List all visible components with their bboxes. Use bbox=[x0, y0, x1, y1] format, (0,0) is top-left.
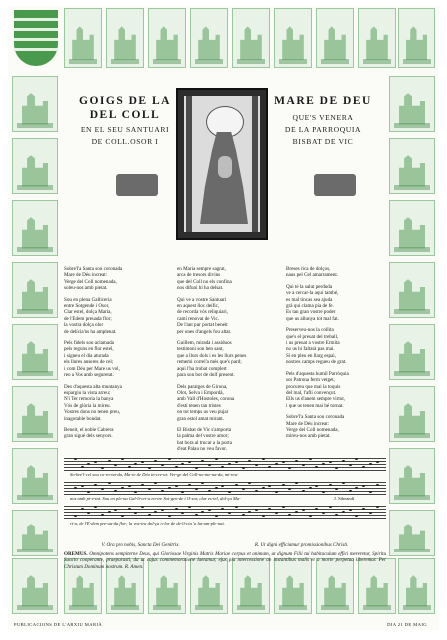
note-head bbox=[329, 484, 332, 486]
note-head bbox=[108, 460, 111, 462]
vignette-castle bbox=[232, 8, 270, 68]
note-head bbox=[128, 466, 131, 468]
stanza: Beneit, el noble Cabrera gran sigué dels senyors. bbox=[64, 426, 114, 440]
border-right bbox=[387, 72, 435, 558]
response: R. Ut digni efficiamur promissionibus Christi. bbox=[254, 542, 349, 548]
coat-of-arms bbox=[14, 10, 58, 66]
title-right bbox=[262, 94, 384, 148]
vignette-village bbox=[389, 324, 435, 380]
note-head bbox=[295, 460, 298, 462]
subtitle-line: DE LA PARROQUIA bbox=[284, 125, 362, 134]
note-head bbox=[168, 487, 171, 489]
note-head bbox=[315, 508, 318, 510]
note-head bbox=[74, 487, 77, 489]
stanza: en Maria sempre sagrat, arca de tresors divins que del Coll no els confina nos difuni hi ha delsat. bbox=[177, 266, 232, 292]
column-left bbox=[186, 96, 192, 232]
subtitle-line: EN EL SEU SANTUARI bbox=[80, 125, 170, 134]
vignette-village bbox=[316, 8, 354, 68]
prayer-block bbox=[64, 542, 386, 570]
vignette-church bbox=[389, 76, 435, 132]
title-line: DEL COLL bbox=[89, 109, 161, 121]
stanza: Preserveu-nos la collita que's el preuat del treball, i us preuat a vostre Ermita no us hi faltarà pas mai. Si en pleu en llarg espai, nostres camps regueu de grat. bbox=[286, 327, 347, 366]
vignette-hermitage bbox=[274, 8, 312, 68]
vignette-chapel bbox=[389, 200, 435, 256]
border-left bbox=[12, 72, 60, 558]
virgin-image bbox=[176, 88, 268, 240]
note-head bbox=[295, 511, 298, 513]
verses-column-1 bbox=[64, 266, 168, 445]
publisher: PUBLICACIONS DE L'ARXIU MARIÀ bbox=[14, 622, 103, 627]
verses-column-3 bbox=[286, 266, 386, 445]
vignette-church bbox=[12, 76, 58, 132]
stanza: Des d'aquesta alta muntanya espargiu la vista arreu; N'i Ter remoria la banya Vós de glòria la mireu. Vostres dons no tenen preu, inagotable bondat. bbox=[64, 383, 122, 422]
note-head bbox=[255, 490, 258, 492]
note-head bbox=[215, 487, 218, 489]
note-head bbox=[208, 490, 211, 492]
music-score bbox=[64, 452, 386, 538]
music-staff bbox=[64, 506, 386, 519]
lyric-line: So-bre'l-cel sou co-ro-na-da, Ma-re de Déu in-cre-at: Ver-ge del Coll-no-me-na-da, mi-reu- bbox=[70, 472, 239, 477]
composer: J. Sibeandí bbox=[334, 496, 355, 501]
column-right bbox=[252, 96, 258, 232]
note-head bbox=[369, 463, 372, 465]
vignette-hermitage bbox=[12, 448, 58, 504]
virgin-figure bbox=[200, 132, 248, 224]
note-head bbox=[342, 460, 345, 462]
vignette-tower bbox=[389, 138, 435, 194]
note-head bbox=[309, 487, 312, 489]
note-head bbox=[248, 511, 251, 513]
note-head bbox=[81, 466, 84, 468]
stanza: Qui ve a vostre Santuari en aquest lloc deífic, de recorda vós reliquiari, camí renovat de Vic. De l'ant pur portat beneit per ones d'angels fou altat. bbox=[177, 296, 232, 335]
note-head bbox=[148, 514, 151, 516]
note-head bbox=[282, 484, 285, 486]
versicle: V. Ora pro nobis, Sancta Dei Genitrix. bbox=[101, 542, 180, 548]
vignette-village bbox=[12, 324, 58, 380]
border-top bbox=[12, 8, 435, 72]
oremus-text: Omnipotens sempiterne Deus, qui Gloriosae Virginis Matris Mariae corpus et animam, ut dignum Filii tui habitaculum effici mereretur, Spiritu Sancto cooperante, praeparasti, da ut cujus commemoratione laetamur, ejus pia intercessione ab instantibus malis et a morte perpetua liberemur. Per Christum Dominum nostrum. R. Amen. bbox=[64, 550, 386, 570]
vignette-sanctuary bbox=[389, 262, 435, 318]
vignette-sanctuary bbox=[12, 262, 58, 318]
stanza: Breses rica de dolços, naus pel Cel amarrament. bbox=[286, 266, 339, 279]
note-head bbox=[188, 484, 191, 486]
note-head bbox=[161, 490, 164, 492]
lyric-line: ri-a, de l'E-dem pre-ua-da flor; la vos-tra dol-ça o-lor de de-lí-cia 'n ha-am-ple-nat. bbox=[70, 521, 225, 526]
vignette-chapel bbox=[12, 200, 58, 256]
music-staff bbox=[64, 458, 386, 471]
stanza: El Bisbat de Vic s'amporta la palma del vostre amor; bat hora al trucar a la porta d'eat Palau no veu favor. bbox=[177, 426, 232, 453]
note-head bbox=[175, 466, 178, 468]
note-head bbox=[262, 487, 265, 489]
lyric-line: nos amb pi-e-tat. Sou en ple-na Gal-li-cri-a en-tre Sot-gen-de i O-sor, clar es-tel, dol-ça Ma- bbox=[70, 496, 241, 501]
child-figure bbox=[218, 156, 232, 178]
note-head bbox=[315, 466, 318, 468]
vignette-tower bbox=[106, 8, 144, 68]
note-head bbox=[108, 511, 111, 513]
note-head bbox=[362, 508, 365, 510]
note-head bbox=[248, 460, 251, 462]
stanza: Sobre'l'a Santa sou coronada Mare de Déu increat: Verge del Coll nomenada, soleu-nos amb pietat. bbox=[64, 266, 123, 292]
vignette-church bbox=[12, 558, 58, 614]
note-head bbox=[362, 466, 365, 468]
vignette-bridge bbox=[12, 510, 58, 556]
feast-date: DIA 21 DE MAIG bbox=[387, 622, 427, 627]
stanza: Pels d'aquesta humil Parròquia sor Patrona ferm vetget, procureu que mai la toquis del mal, l'aflí convençut. Ells us d'anem sempre virtut, i que us tenen mai bé tornat. bbox=[286, 370, 349, 409]
vignette-hermitage bbox=[389, 448, 435, 504]
title-line: GOIGS DE LA bbox=[79, 95, 171, 107]
note-head bbox=[235, 484, 238, 486]
title-line: MARE DE DEU bbox=[274, 95, 372, 107]
note-head bbox=[175, 508, 178, 510]
note-head bbox=[94, 484, 97, 486]
note-head bbox=[181, 463, 184, 465]
vignette-bridge bbox=[389, 510, 435, 556]
vignette-sanctuary bbox=[190, 8, 228, 68]
note-head bbox=[128, 508, 131, 510]
stanza: Sobre'l'a Santa sou coronada Mare de Déu increat: Verge del Coll nomenada, mireu-nos amb pietat. bbox=[286, 414, 345, 440]
stanza: Sou en plena Galliceria entre Sotgende i Osor, Clar estel, dolça Maria, de l'Edem preuada flor; la vostra dolça olor de delícia'ns ha amplenat. bbox=[64, 296, 117, 335]
vignette-castle bbox=[389, 386, 435, 442]
stanza: Guillem, mirada i assíduos testimoni son ben sant, que a llurs dols i es les llurs penes rememi correl'a més que's pard; aqui l'ha trobat complert para son bot de dolf present. bbox=[177, 340, 247, 379]
sanctuary-vignette-right bbox=[314, 174, 356, 196]
vignette-chapel bbox=[148, 8, 186, 68]
note-head bbox=[376, 484, 379, 486]
note-head bbox=[101, 514, 104, 516]
vignette-farmhouse bbox=[398, 558, 435, 614]
note-head bbox=[242, 514, 245, 516]
note-head bbox=[322, 463, 325, 465]
note-head bbox=[349, 490, 352, 492]
vignette-castle bbox=[12, 386, 58, 442]
note-head bbox=[302, 490, 305, 492]
vignette-monastery bbox=[398, 8, 435, 68]
vignette-bridge bbox=[358, 8, 396, 68]
subtitle-line: DE COLL.OSOR I bbox=[91, 137, 159, 146]
stanza: Pels fidels sou aclamada pels reguns en flor estel, i signeu el dia aturada els llures anseres de cel; i com Déu per Mare us vol, reo a Vos amb seguretat. bbox=[64, 340, 120, 379]
note-head bbox=[141, 484, 144, 486]
note-head bbox=[195, 514, 198, 516]
oremus-label: OREMUS. bbox=[64, 550, 88, 557]
vignette-tower bbox=[12, 138, 58, 194]
note-head bbox=[114, 490, 117, 492]
note-head bbox=[81, 508, 84, 510]
note-head bbox=[342, 511, 345, 513]
stanza: Dels paratges de Girona, Olot, Selva i Empordà, amb Vall d'Hostoles, corona d'estí tenen tan tristes on tot temps us veu pujar gran estol amat mirant. bbox=[177, 383, 235, 422]
note-head bbox=[121, 487, 124, 489]
note-head bbox=[228, 463, 231, 465]
sanctuary-vignette-left bbox=[116, 174, 158, 196]
subtitle-line: QUE'S VENERA bbox=[292, 113, 354, 122]
title-left bbox=[64, 94, 186, 148]
vignette-church bbox=[64, 8, 102, 68]
stanza: Qui té la salut perduda ve a cercar-la aquí també, es mal tincas sea ajuda grà qui clama pía de fe. Es tan gran vostre poder que us allunya tot mal fat. bbox=[286, 283, 339, 322]
note-head bbox=[275, 463, 278, 465]
verses-column-2 bbox=[177, 266, 277, 458]
subtitle-line: BISBAT DE VIC bbox=[292, 137, 354, 146]
